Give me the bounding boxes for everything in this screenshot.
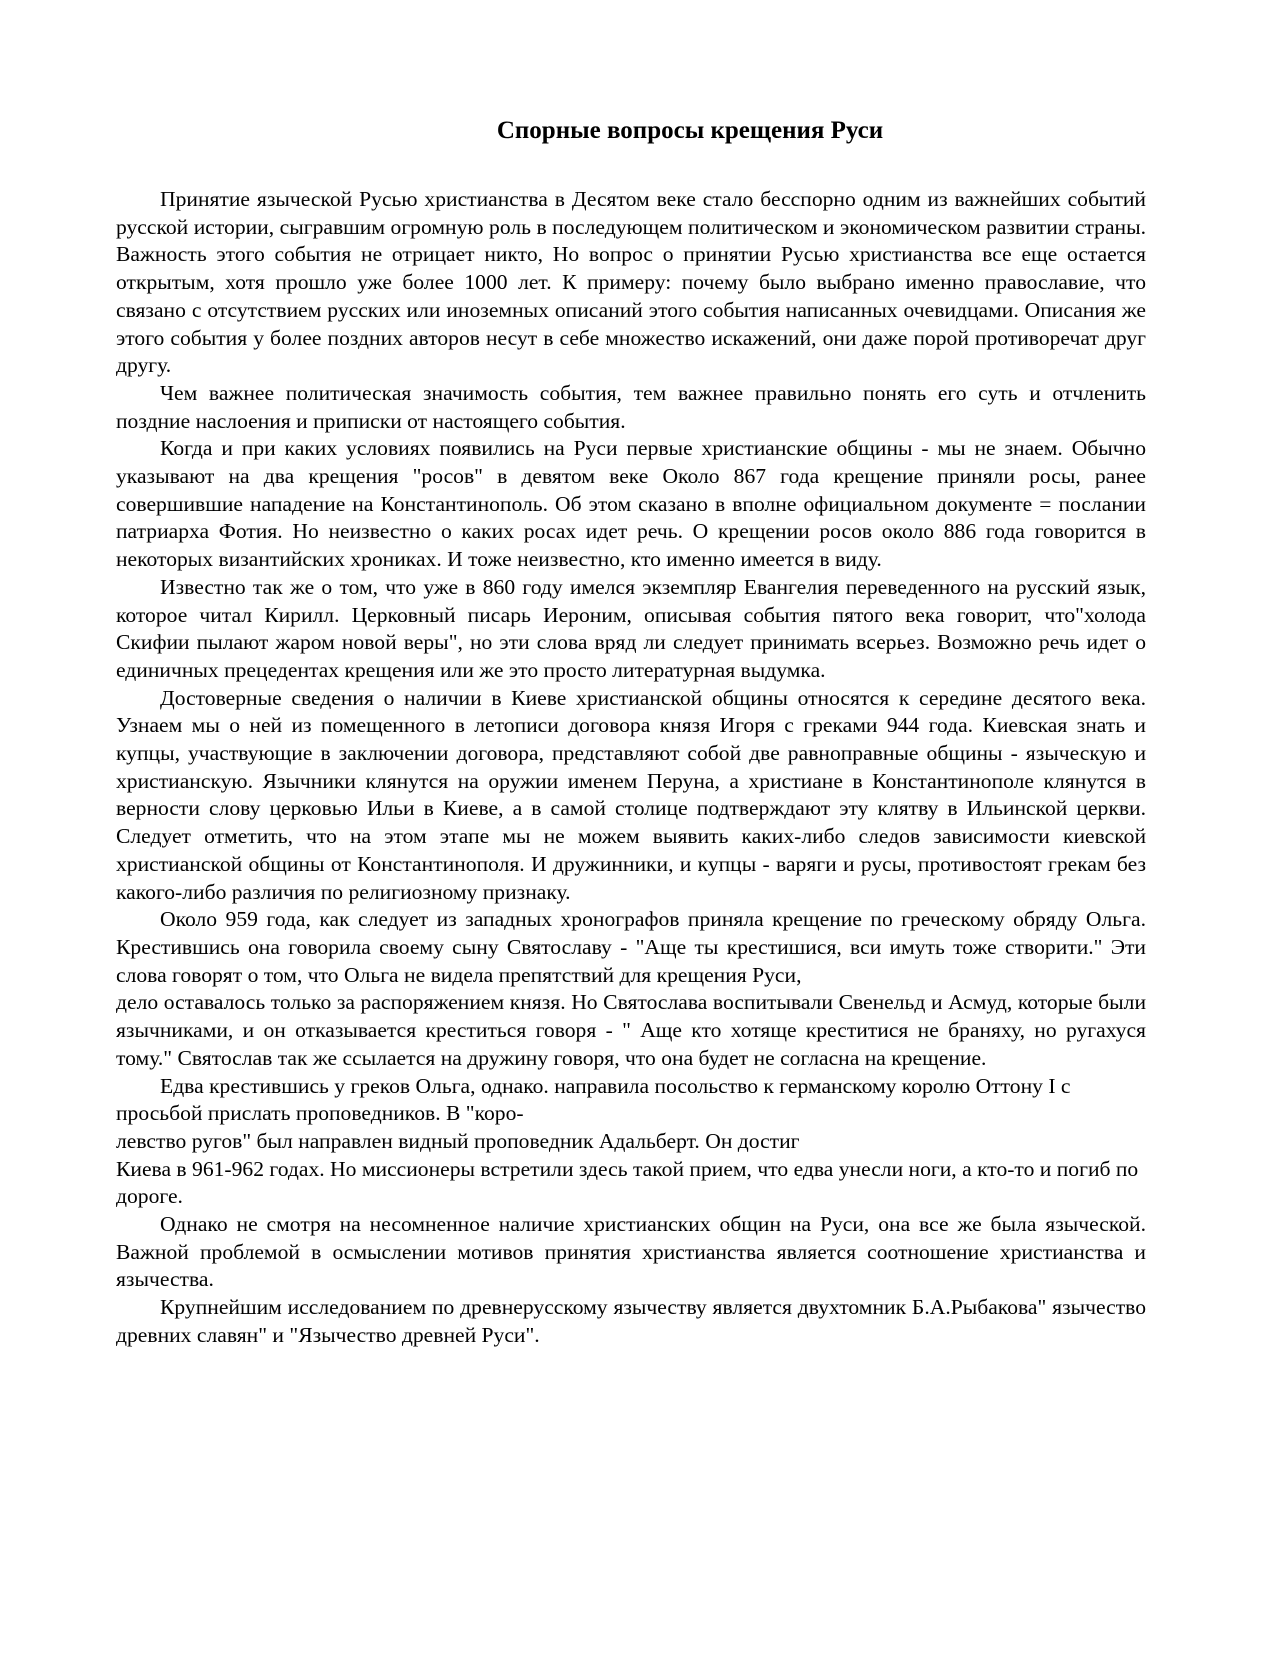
document-title: Спорные вопросы крещения Руси (496, 117, 884, 144)
paragraph-6: Около 959 года, как следует из западных хронографов приняла крещение по греческому обряду Ольга. Крестившись она говорила своему сыну Святославу - "Аще ты крестишися, вси имуть тоже створити." Эти слова говорят о том, что Ольга не видела препятствий для крещения Руси, (116, 907, 1146, 987)
paragraph-2: Чем важнее политическая значимость события, тем важнее правильно понять его суть и отчленить поздние наслоения и приписки от настоящего события. (116, 380, 1146, 433)
paragraph-11: Однако не смотря на несомненное наличие христианских общин на Руси, она все же была языческой. Важной проблемой в осмыслении мотивов принятия христианства является соотношение христианства и язычества. (116, 1212, 1146, 1292)
paragraph-7: дело оставалось только за распоряжением князя. Но Святослава воспитывали Свенельд и Асмуд, которые были язычниками, и он отказывается креститься говоря - " Аще кто хотяще креститися не браняху, но ругахуся тому." Святослав так же ссылается на дружину говоря, что она будет не согласна на крещение. (116, 990, 1146, 1070)
paragraph-1: Принятие языческой Русью христианства в Десятом веке стало бесспорно одним из важнейших событий русской истории, сыгравшим огромную роль в последующем политическом и экономическом развитии страны. Важность этого события не отрицает никто, Но вопрос о принятии Русью христианства все еще остается открытым, хотя прошло уже более 1000 лет. К примеру: почему было выбрано именно православие, что связано с отсутствием русских или иноземных описаний этого события написанных очевидцами. Описания же этого события у более поздних авторов несут в себе множество искажений, они даже порой противоречат друг другу. (116, 187, 1146, 378)
paragraph-10: Киева в 961-962 годах. Но миссионеры встретили здесь такой прием, что едва унесли ноги, а кто-то и погиб по дороге. (116, 1156, 1139, 1209)
paragraph-5: Достоверные сведения о наличии в Киеве христианской общины относятся к середине десятого века. Узнаем мы о ней из помещенного в летописи договора князя Игоря с греками 944 года. Киевская знать и купцы, участвующие в заключении договора, представляют собой две равноправные общины - языческую и христианскую. Язычники клянутся на оружии именем Перуна, а христиане в Константинополе клянутся в верности слову церковью Ильи в Киеве, а в самой столице подтверждают эту клятву в Ильинской церкви. Следует отметить, что на этом этапе мы не можем выявить каких-либо следов зависимости киевской христианской общины от Константинополя. И дружинники, и купцы - варяги и русы, противостоят грекам без какого-либо различия по религиозному признаку. (116, 685, 1146, 904)
paragraph-9: левство ругов" был направлен видный проповедник Адальберт. Он достиг (116, 1128, 800, 1153)
paragraph-4: Известно так же о том, что уже в 860 году имелся экземпляр Евангелия переведенного на русский язык, которое читал Кирилл. Церковный писарь Иероним, описывая события пятого века говорит, что"холода Скифии пылают жаром новой веры", но эти слова вряд ли следует принимать всерьез. Возможно речь идет о единичных прецедентах крещения или же это просто литературная выдумка. (116, 574, 1146, 682)
paragraph-3: Когда и при каких условиях появились на Руси первые христианские общины - мы не знаем. Обычно указывают на два крещения "росов" в девятом веке Около 867 года крещение приняли росы, ранее совершившие нападение на Константинополь. Об этом сказано в вполне официальном документе = послании патриарха Фотия. Но неизвестно о каких росах идет речь. О крещении росов около 886 года говорится в некоторых византийских хрониках. И тоже неизвестно, кто именно имеется в виду. (116, 436, 1146, 572)
document-page (116, 116, 1146, 1350)
paragraph-12: Крупнейшим исследованием по древнерусскому язычеству является двухтомник Б.А.Рыбакова" язычество древних славян" и "Язычество древней Руси". (116, 1295, 1146, 1347)
paragraph-8: Едва крестившись у греков Ольга, однако. направила посольство к германскому королю Оттону I с просьбой прислать проповедников. В "коро- (116, 1073, 1071, 1126)
